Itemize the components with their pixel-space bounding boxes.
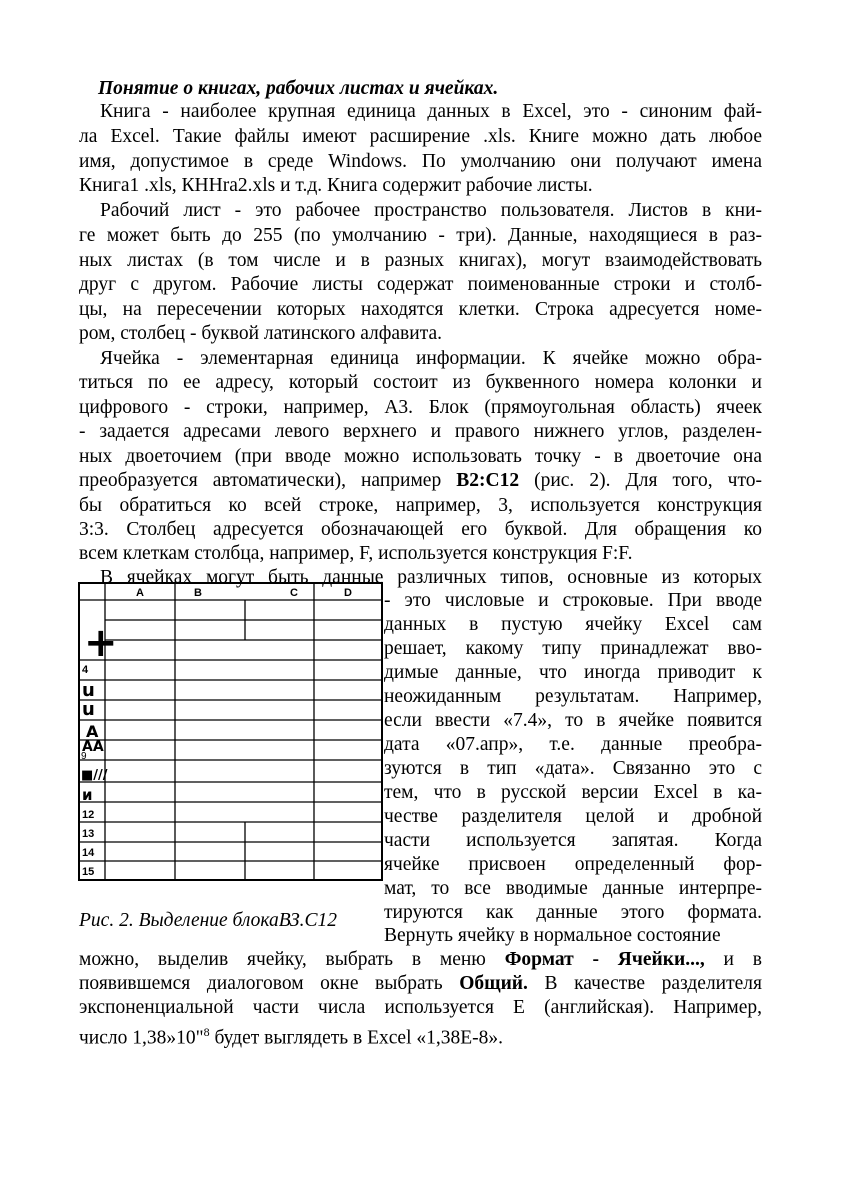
col-header-b: B — [194, 587, 202, 599]
p2-line-3: ных листах (в том числе и в разных книгах), могут взаимодействовать — [79, 250, 762, 271]
p4-final-1-pre: можно, выделив ячейку, выбрать в меню — [79, 949, 505, 970]
p3-line-1: Ячейка - элементарная единица информации. К ячейке можно обра- — [100, 348, 762, 369]
row-label-7: A — [86, 722, 99, 741]
p4-final-4-pre: число 1,38»10" — [79, 1027, 204, 1049]
p1-line-3: имя, допустимое в среде Windows. По умолчанию они получают имена — [79, 151, 762, 172]
row-label-4: 4 — [82, 664, 89, 676]
p4-vernut: Вернуть ячейку в нормальное состояние — [384, 925, 721, 946]
general-format: Общий. — [459, 973, 528, 994]
p4-wrap-1: - это числовые и строковые. При вводе — [384, 590, 762, 611]
p4-wrap-14: тируются как данные этого формата. — [384, 902, 762, 923]
menu-format-cells: Формат - Ячейки..., — [504, 949, 705, 970]
p1-line-1: Книга - наиболее крупная единица данных в Excel, это - синоним фай- — [100, 101, 762, 122]
p3-line-5: ных двоеточием (при вводе можно использовать точку - в двоеточие она — [79, 446, 762, 467]
p3-line-2: титься по ее адресу, который состоит из буквенного номера колонки и — [79, 372, 762, 393]
col-header-a: A — [136, 587, 144, 599]
col-header-c: C — [290, 587, 298, 599]
p4-final-4-post: будет выглядеть в Excel «1,38Е-8». — [209, 1027, 504, 1049]
row-label-14: 14 — [82, 847, 95, 859]
figure-caption: Рис. 2. Выделение блокаВЗ.С12 — [79, 910, 338, 931]
p3-line-8: 3:3. Столбец адресуется обозначающей его буквой. Для обращения ко — [79, 519, 762, 540]
spreadsheet-figure — [78, 582, 384, 882]
p4-final-2 — [79, 973, 762, 995]
p4-wrap-12: ячейке присвоен определенный фор- — [384, 854, 762, 875]
p3-line-6-pre: преобразуется автоматически), например — [79, 470, 457, 491]
row-label-12: 12 — [82, 809, 95, 821]
p2-line-2: ге может быть до 255 (по умолчанию - три). Данные, находящиеся в раз- — [79, 225, 762, 246]
p4-final-1-post: и в — [704, 949, 762, 970]
p3-line-6 — [79, 470, 762, 492]
row-label-plus: + — [84, 620, 118, 666]
p3-line-3: цифрового - строки, например, A3. Блок (прямоугольная область) ячеек — [79, 397, 762, 418]
p4-final-3: экспоненциальной части числа используется Е (английская). Например, — [79, 997, 762, 1018]
p1-line-4: Книга1 .xls, КНHra2.xls и т.д. Книга содержит рабочие листы. — [79, 175, 593, 196]
p3-line-7: бы обратиться ко всей строке, например, 3, используется конструкция — [79, 495, 762, 516]
col-header-d: D — [344, 587, 352, 599]
spreadsheet-grid — [78, 582, 384, 882]
p4-wrap-11: части используется запятая. Когда — [384, 830, 762, 851]
section-heading: Понятие о книгах, рабочих листах и ячейках. — [98, 78, 499, 99]
p4-wrap-4: димые данные, что иногда приводит к — [384, 662, 762, 683]
p2-line-1: Рабочий лист - это рабочее пространство пользователя. Листов в кни- — [100, 200, 762, 221]
p4-wrap-7: дата «07.апр», т.е. данные преобра- — [384, 734, 762, 755]
p4-wrap-9: тем, что в русской версии Excel в ка- — [384, 782, 762, 803]
p2-line-5: цы, на пересечении которых находятся клетки. Строка адресуется номе- — [79, 299, 762, 320]
p4-final-1 — [79, 949, 762, 971]
p4-wrap-13: мат, то все вводимые данные интерпре- — [384, 878, 762, 899]
p4-final-4 — [79, 1021, 503, 1050]
p3-line-9: всем клеткам столбца, например, F, используется конструкция F:F. — [79, 543, 633, 564]
p4-wrap-5: неожиданным результатам. Например, — [384, 686, 762, 707]
p2-line-6: ром, столбец - буквой латинского алфавита. — [79, 323, 442, 344]
row-label-13: 13 — [82, 828, 95, 840]
p3-line-4: - задается адресами левого верхнего и правого нижнего углов, разделен- — [79, 421, 762, 442]
p4-wrap-10: честве разделителя целой и дробной — [384, 806, 762, 827]
p4-wrap-8: зуются в тип «дата». Связанно это с — [384, 758, 762, 779]
p3-line-6-post: (рис. 2). Для того, что- — [519, 470, 762, 491]
exponent: 8 — [203, 1025, 210, 1039]
p4-line-1: В ячейках могут быть данные различных типов, основные из которых — [100, 567, 762, 588]
p4-final-2-pre: появившемся диалоговом окне выбрать — [79, 973, 460, 994]
p1-line-2: ла Excel. Такие файлы имеют расширение .xls. Книге можно дать любое — [79, 126, 762, 147]
grid-border — [79, 583, 382, 880]
row-label-5: u — [82, 680, 95, 701]
p4-wrap-3: решает, какому типу принадлежат вво- — [384, 638, 762, 659]
row-label-9: 9 — [81, 751, 87, 762]
row-label-11: и — [82, 786, 93, 804]
p4-final-2-post: В качестве разделителя — [527, 973, 762, 994]
row-label-10: ■/// — [81, 768, 108, 783]
p3-block-ref: B2:C12 — [456, 470, 520, 491]
p2-line-4: друг с другом. Рабочие листы содержат поименованные строки и столб- — [79, 274, 762, 295]
p4-wrap-2: данных в пустую ячейку Excel сам — [384, 614, 762, 635]
row-label-8: AA — [82, 739, 104, 755]
p4-wrap-6: если ввести «7.4», то в ячейке появится — [384, 710, 762, 731]
row-label-6: u — [82, 699, 95, 720]
row-label-15: 15 — [82, 866, 95, 878]
